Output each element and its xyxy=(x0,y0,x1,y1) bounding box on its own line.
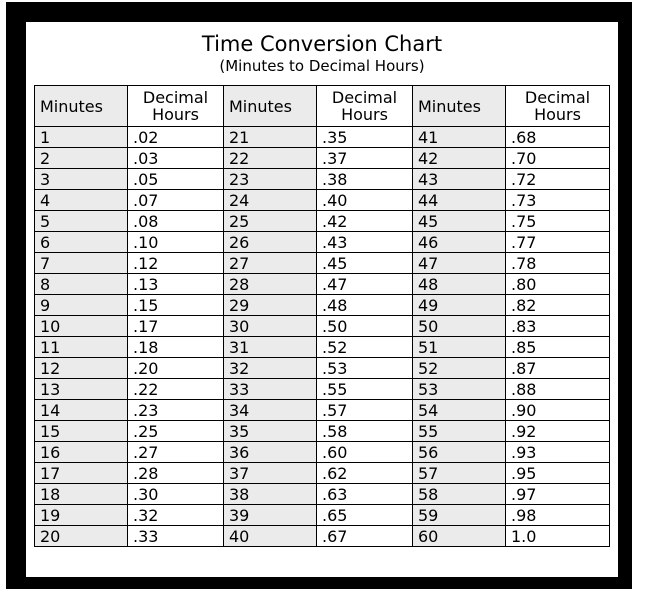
decimal-hours-cell: .67 xyxy=(317,526,413,547)
decimal-hours-cell: .43 xyxy=(317,232,413,253)
decimal-hours-cell: .87 xyxy=(506,358,610,379)
decimal-hours-cell: .53 xyxy=(317,358,413,379)
decimal-hours-cell: .03 xyxy=(128,148,224,169)
minutes-cell: 6 xyxy=(35,232,128,253)
table-row xyxy=(35,169,610,190)
decimal-hours-cell: .07 xyxy=(128,190,224,211)
table-row xyxy=(35,358,610,379)
minutes-cell: 9 xyxy=(35,295,128,316)
chart-frame xyxy=(6,2,632,589)
decimal-hours-cell: .80 xyxy=(506,274,610,295)
header-decimal-line1: Decimal xyxy=(142,88,209,107)
minutes-cell: 44 xyxy=(413,190,506,211)
decimal-hours-cell: .62 xyxy=(317,463,413,484)
header-decimal-line2: Hours xyxy=(341,105,388,124)
minutes-cell: 49 xyxy=(413,295,506,316)
table-row xyxy=(35,505,610,526)
decimal-hours-cell: .33 xyxy=(128,526,224,547)
minutes-cell: 3 xyxy=(35,169,128,190)
minutes-cell: 8 xyxy=(35,274,128,295)
decimal-hours-cell: .45 xyxy=(317,253,413,274)
minutes-cell: 17 xyxy=(35,463,128,484)
header-decimal-line1: Decimal xyxy=(524,88,591,107)
decimal-hours-cell: .95 xyxy=(506,463,610,484)
decimal-hours-cell: .22 xyxy=(128,379,224,400)
minutes-cell: 32 xyxy=(224,358,317,379)
minutes-cell: 15 xyxy=(35,421,128,442)
table-row xyxy=(35,232,610,253)
minutes-cell: 30 xyxy=(224,316,317,337)
decimal-hours-cell: .25 xyxy=(128,421,224,442)
minutes-cell: 13 xyxy=(35,379,128,400)
header-decimal-line2: Hours xyxy=(152,105,199,124)
minutes-cell: 43 xyxy=(413,169,506,190)
decimal-hours-cell: .85 xyxy=(506,337,610,358)
minutes-cell: 25 xyxy=(224,211,317,232)
table-row xyxy=(35,421,610,442)
table-row xyxy=(35,295,610,316)
minutes-cell: 60 xyxy=(413,526,506,547)
header-minutes: Minutes xyxy=(413,86,506,127)
minutes-cell: 57 xyxy=(413,463,506,484)
minutes-cell: 39 xyxy=(224,505,317,526)
decimal-hours-cell: .55 xyxy=(317,379,413,400)
decimal-hours-cell: .35 xyxy=(317,127,413,148)
table-row xyxy=(35,484,610,505)
header-minutes: Minutes xyxy=(35,86,128,127)
decimal-hours-cell: .92 xyxy=(506,421,610,442)
header-decimal-line1: Decimal xyxy=(331,88,398,107)
decimal-hours-cell: .57 xyxy=(317,400,413,421)
decimal-hours-cell: .18 xyxy=(128,337,224,358)
table-row xyxy=(35,274,610,295)
minutes-cell: 34 xyxy=(224,400,317,421)
table-row xyxy=(35,337,610,358)
decimal-hours-cell: .58 xyxy=(317,421,413,442)
minutes-cell: 56 xyxy=(413,442,506,463)
table-row xyxy=(35,316,610,337)
decimal-hours-cell: .50 xyxy=(317,316,413,337)
minutes-cell: 48 xyxy=(413,274,506,295)
minutes-cell: 5 xyxy=(35,211,128,232)
minutes-cell: 58 xyxy=(413,484,506,505)
decimal-hours-cell: .05 xyxy=(128,169,224,190)
table-row xyxy=(35,379,610,400)
minutes-cell: 31 xyxy=(224,337,317,358)
decimal-hours-cell: .12 xyxy=(128,253,224,274)
minutes-cell: 26 xyxy=(224,232,317,253)
minutes-cell: 51 xyxy=(413,337,506,358)
minutes-cell: 50 xyxy=(413,316,506,337)
decimal-hours-cell: .47 xyxy=(317,274,413,295)
decimal-hours-cell: .72 xyxy=(506,169,610,190)
decimal-hours-cell: .32 xyxy=(128,505,224,526)
header-decimal-hours xyxy=(506,86,610,127)
minutes-cell: 4 xyxy=(35,190,128,211)
decimal-hours-cell: .75 xyxy=(506,211,610,232)
header-row xyxy=(35,86,610,127)
decimal-hours-cell: .52 xyxy=(317,337,413,358)
table-row xyxy=(35,526,610,547)
minutes-cell: 40 xyxy=(224,526,317,547)
decimal-hours-cell: .83 xyxy=(506,316,610,337)
table-row xyxy=(35,190,610,211)
conversion-table xyxy=(34,85,610,547)
minutes-cell: 7 xyxy=(35,253,128,274)
table-row xyxy=(35,442,610,463)
minutes-cell: 22 xyxy=(224,148,317,169)
decimal-hours-cell: .77 xyxy=(506,232,610,253)
minutes-cell: 10 xyxy=(35,316,128,337)
minutes-cell: 59 xyxy=(413,505,506,526)
decimal-hours-cell: .73 xyxy=(506,190,610,211)
minutes-cell: 18 xyxy=(35,484,128,505)
table-row xyxy=(35,463,610,484)
decimal-hours-cell: .65 xyxy=(317,505,413,526)
decimal-hours-cell: .15 xyxy=(128,295,224,316)
minutes-cell: 20 xyxy=(35,526,128,547)
decimal-hours-cell: .08 xyxy=(128,211,224,232)
minutes-cell: 38 xyxy=(224,484,317,505)
decimal-hours-cell: .23 xyxy=(128,400,224,421)
decimal-hours-cell: .13 xyxy=(128,274,224,295)
minutes-cell: 28 xyxy=(224,274,317,295)
decimal-hours-cell: .60 xyxy=(317,442,413,463)
decimal-hours-cell: .97 xyxy=(506,484,610,505)
decimal-hours-cell: .68 xyxy=(506,127,610,148)
decimal-hours-cell: 1.0 xyxy=(506,526,610,547)
header-decimal-hours xyxy=(128,86,224,127)
minutes-cell: 46 xyxy=(413,232,506,253)
decimal-hours-cell: .88 xyxy=(506,379,610,400)
minutes-cell: 14 xyxy=(35,400,128,421)
decimal-hours-cell: .63 xyxy=(317,484,413,505)
table-body xyxy=(35,127,610,547)
decimal-hours-cell: .42 xyxy=(317,211,413,232)
header-minutes: Minutes xyxy=(224,86,317,127)
table-row xyxy=(35,253,610,274)
table-row xyxy=(35,211,610,232)
minutes-cell: 23 xyxy=(224,169,317,190)
minutes-cell: 33 xyxy=(224,379,317,400)
table-row xyxy=(35,127,610,148)
decimal-hours-cell: .02 xyxy=(128,127,224,148)
decimal-hours-cell: .93 xyxy=(506,442,610,463)
chart-panel xyxy=(26,22,618,577)
minutes-cell: 16 xyxy=(35,442,128,463)
minutes-cell: 1 xyxy=(35,127,128,148)
page-title: Time Conversion Chart xyxy=(201,32,443,56)
minutes-cell: 53 xyxy=(413,379,506,400)
decimal-hours-cell: .98 xyxy=(506,505,610,526)
decimal-hours-cell: .28 xyxy=(128,463,224,484)
decimal-hours-cell: .90 xyxy=(506,400,610,421)
table-row xyxy=(35,148,610,169)
header-decimal-hours xyxy=(317,86,413,127)
minutes-cell: 19 xyxy=(35,505,128,526)
decimal-hours-cell: .10 xyxy=(128,232,224,253)
decimal-hours-cell: .48 xyxy=(317,295,413,316)
minutes-cell: 54 xyxy=(413,400,506,421)
decimal-hours-cell: .38 xyxy=(317,169,413,190)
minutes-cell: 21 xyxy=(224,127,317,148)
decimal-hours-cell: .70 xyxy=(506,148,610,169)
table-row xyxy=(35,400,610,421)
minutes-cell: 24 xyxy=(224,190,317,211)
minutes-cell: 47 xyxy=(413,253,506,274)
decimal-hours-cell: .20 xyxy=(128,358,224,379)
minutes-cell: 36 xyxy=(224,442,317,463)
decimal-hours-cell: .37 xyxy=(317,148,413,169)
decimal-hours-cell: .78 xyxy=(506,253,610,274)
minutes-cell: 35 xyxy=(224,421,317,442)
decimal-hours-cell: .82 xyxy=(506,295,610,316)
minutes-cell: 11 xyxy=(35,337,128,358)
decimal-hours-cell: .27 xyxy=(128,442,224,463)
minutes-cell: 55 xyxy=(413,421,506,442)
minutes-cell: 37 xyxy=(224,463,317,484)
minutes-cell: 27 xyxy=(224,253,317,274)
page-subtitle: (Minutes to Decimal Hours) xyxy=(219,57,425,75)
minutes-cell: 2 xyxy=(35,148,128,169)
minutes-cell: 45 xyxy=(413,211,506,232)
minutes-cell: 29 xyxy=(224,295,317,316)
minutes-cell: 42 xyxy=(413,148,506,169)
minutes-cell: 41 xyxy=(413,127,506,148)
decimal-hours-cell: .30 xyxy=(128,484,224,505)
minutes-cell: 12 xyxy=(35,358,128,379)
decimal-hours-cell: .40 xyxy=(317,190,413,211)
header-decimal-line2: Hours xyxy=(534,105,581,124)
minutes-cell: 52 xyxy=(413,358,506,379)
decimal-hours-cell: .17 xyxy=(128,316,224,337)
